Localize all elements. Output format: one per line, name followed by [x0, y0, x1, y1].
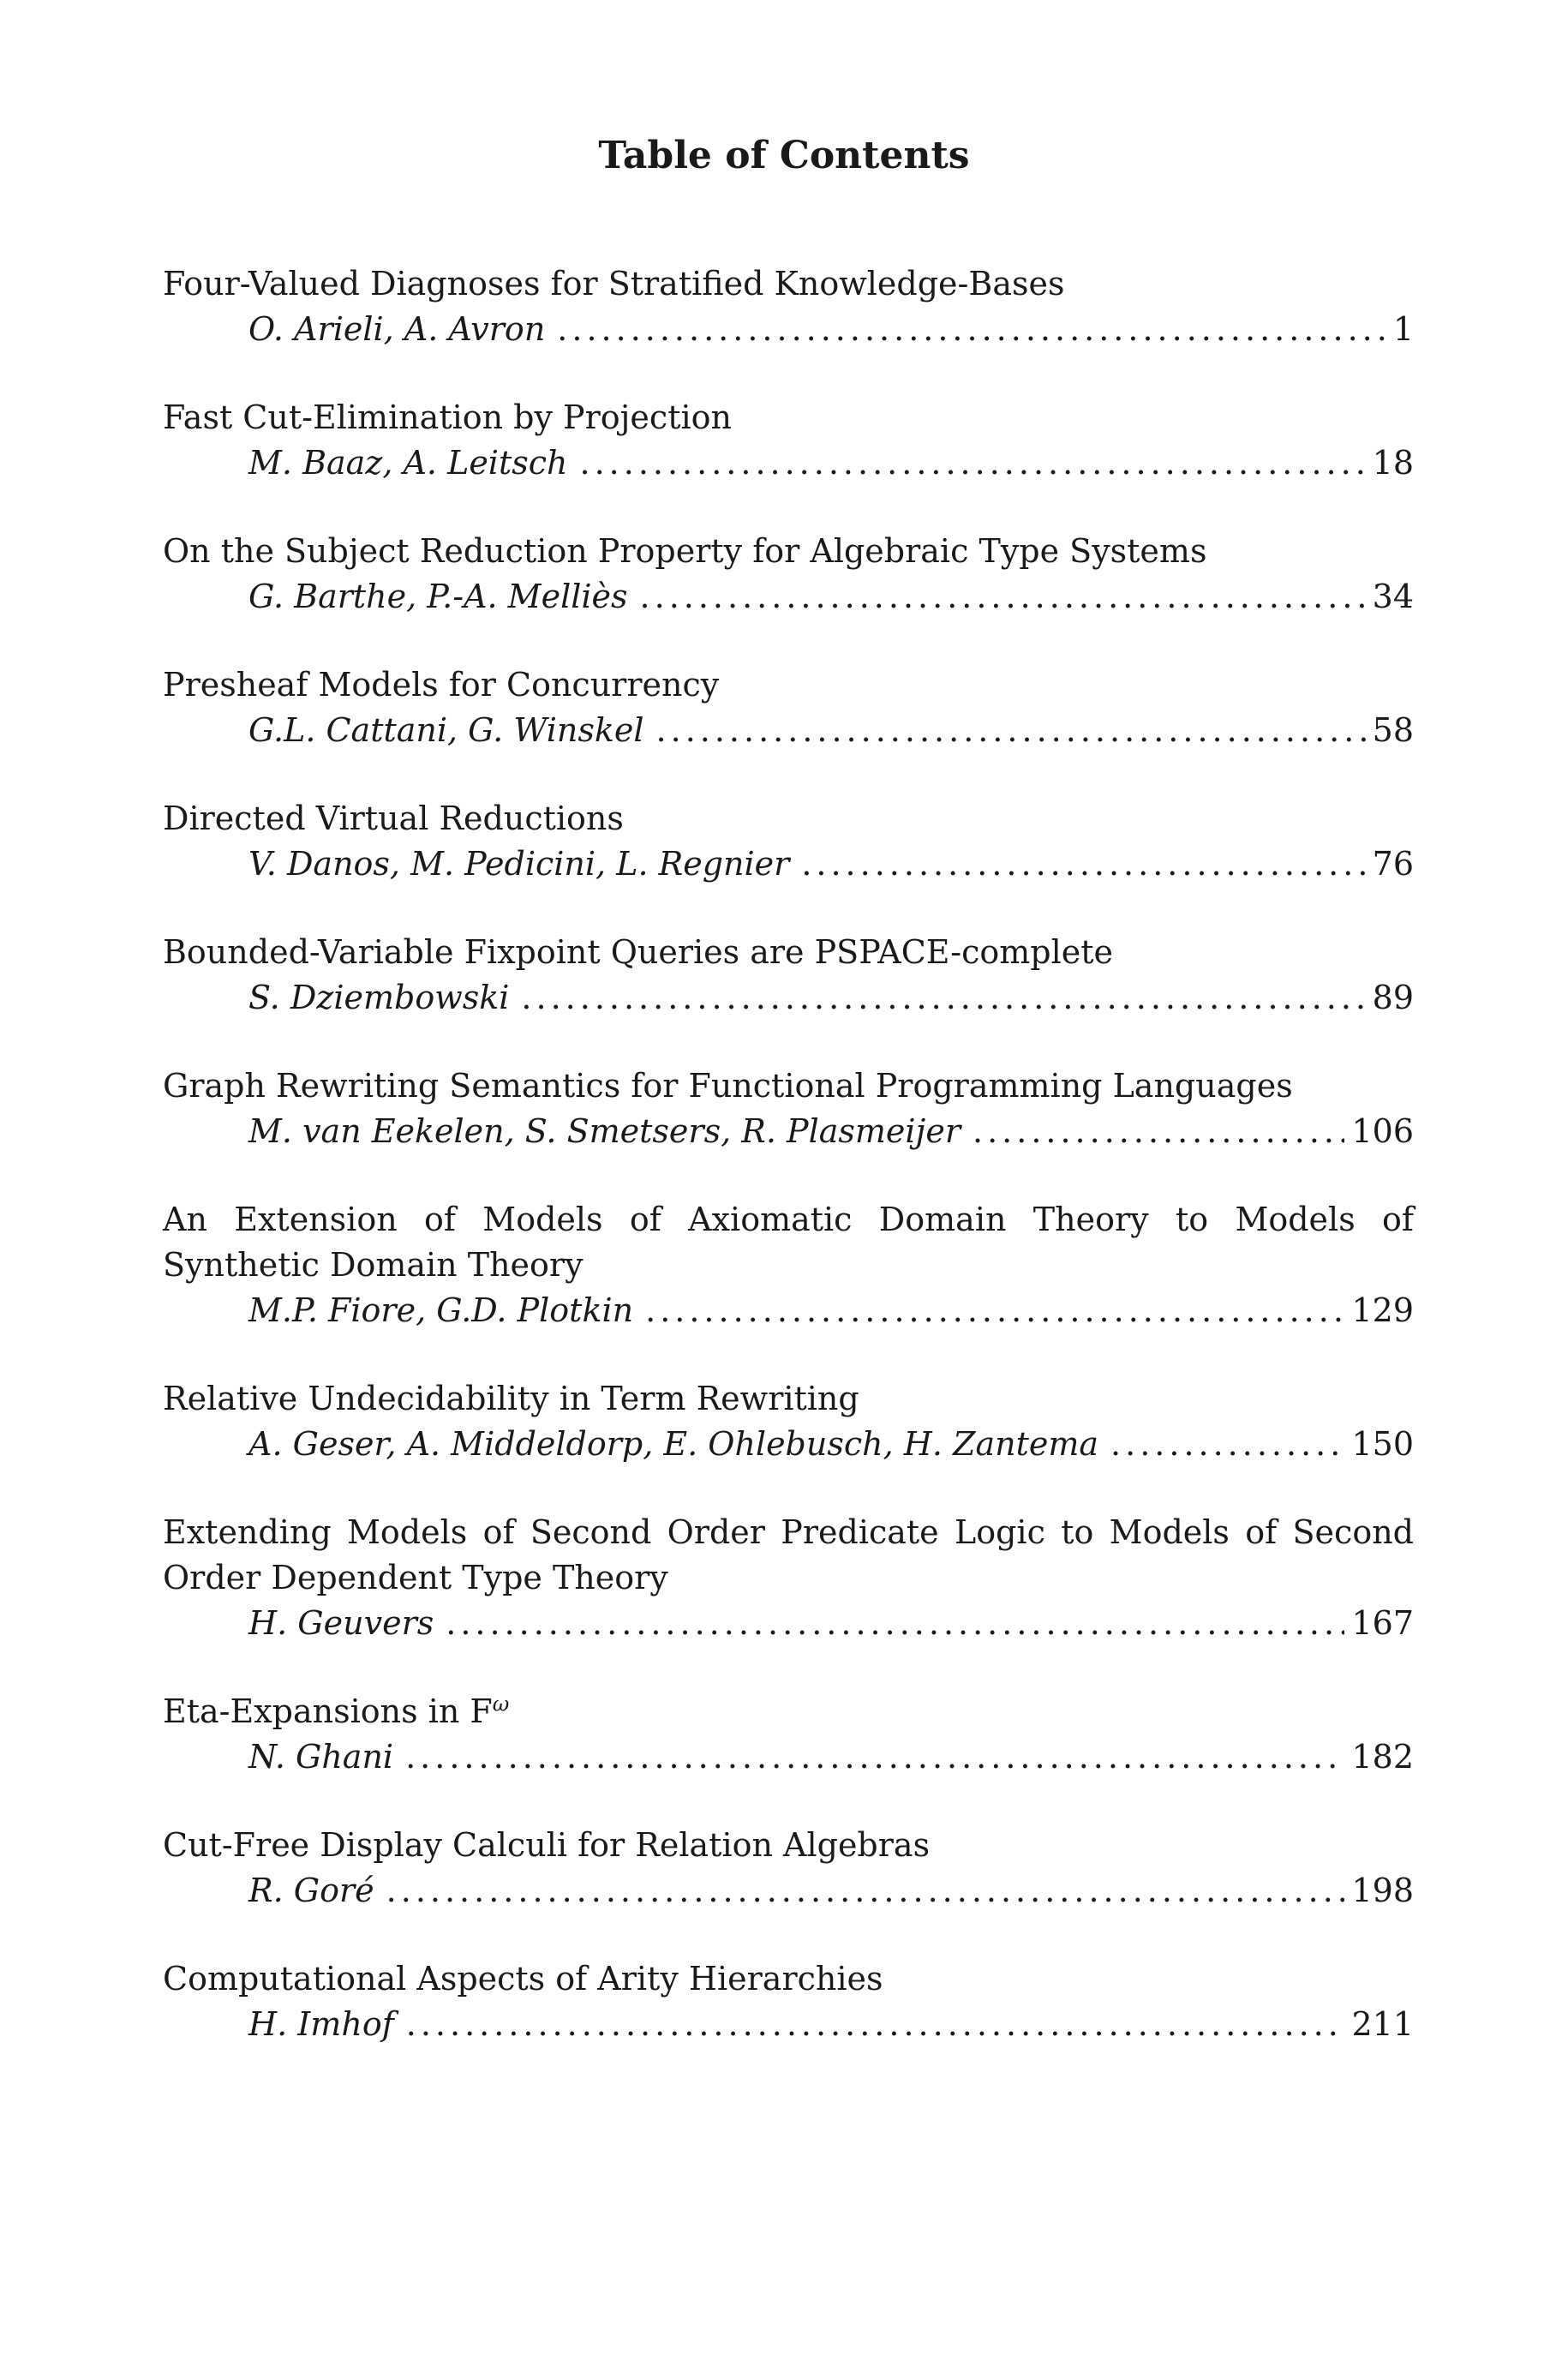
- entry-page-number: 198: [1351, 1872, 1414, 1909]
- entry-line: [163, 440, 1414, 486]
- entry-authors: R. Goré: [248, 1872, 374, 1909]
- entry-line: [163, 975, 1414, 1021]
- dot-leader: [973, 1109, 1344, 1154]
- entry-line: [163, 1109, 1414, 1154]
- entry-authors: M. Baaz, A. Leitsch: [248, 444, 568, 482]
- toc-entry[interactable]: [163, 1197, 1414, 1333]
- entry-title: Directed Virtual Reductions: [163, 800, 624, 837]
- toc-entry[interactable]: [163, 1510, 1414, 1646]
- entry-line: [163, 708, 1414, 753]
- entry-authors: M. van Eekelen, S. Smetsers, R. Plasmeijer: [248, 1112, 961, 1150]
- entry-page-number: 1: [1392, 310, 1414, 348]
- entry-page-number: 58: [1372, 711, 1414, 749]
- entry-title: Cut-Free Display Calculi for Relation Algebras: [163, 1826, 931, 1864]
- entry-line: [163, 307, 1414, 352]
- toc-entry[interactable]: [163, 1823, 1414, 1914]
- entry-line: [163, 1734, 1414, 1780]
- entry-page-number: 106: [1351, 1112, 1414, 1150]
- toc-entry[interactable]: [163, 1376, 1414, 1467]
- entry-line: [163, 1601, 1414, 1646]
- entry-authors: H. Geuvers: [248, 1604, 434, 1642]
- entry-page-number: 150: [1351, 1425, 1414, 1463]
- entry-authors: M.P. Fiore, G.D. Plotkin: [248, 1291, 634, 1329]
- entry-title: [163, 1689, 1414, 1734]
- entry-page-number: 211: [1351, 2005, 1414, 2043]
- entry-authors: H. Imhof: [248, 2005, 394, 2043]
- entry-page-number: 34: [1372, 578, 1414, 615]
- toc-entry[interactable]: [163, 662, 1414, 753]
- dot-leader: [405, 1734, 1344, 1780]
- entry-page-number: 167: [1351, 1604, 1414, 1642]
- entry-title: Four-Valued Diagnoses for Stratified Knowledge-Bases: [163, 265, 1065, 302]
- dot-leader: [557, 307, 1386, 352]
- entry-title: Computational Aspects of Arity Hierarchies: [163, 1960, 883, 1998]
- toc-list: [163, 261, 1414, 2090]
- toc-entry[interactable]: [163, 1956, 1414, 2047]
- dot-leader: [386, 1868, 1345, 1914]
- dot-leader: [801, 842, 1365, 887]
- entry-title: Bounded-Variable Fixpoint Queries are PSPACE-complete: [163, 933, 1114, 971]
- toc-entry[interactable]: [163, 1063, 1414, 1154]
- dot-leader: [406, 2002, 1345, 2047]
- entry-title: Extending Models of Second Order Predicate Logic to Models of Second Order Dependent Type Theory: [163, 1513, 1414, 1596]
- page-title: Table of Contents: [598, 134, 970, 177]
- dot-leader: [645, 1288, 1344, 1333]
- dot-leader: [446, 1601, 1344, 1646]
- dot-leader: [521, 975, 1365, 1021]
- entry-title: Fast Cut-Elimination by Projection: [163, 398, 732, 436]
- toc-entry[interactable]: [163, 1689, 1414, 1780]
- toc-entry[interactable]: [163, 529, 1414, 620]
- entry-title: Graph Rewriting Semantics for Functional Programming Languages: [163, 1067, 1293, 1105]
- entry-title: Relative Undecidability in Term Rewriting: [163, 1380, 859, 1417]
- entry-page-number: 182: [1351, 1738, 1414, 1776]
- entry-title-text: Eta-Expansions in F: [163, 1692, 493, 1730]
- dot-leader: [580, 440, 1366, 486]
- entry-line: [163, 1868, 1414, 1914]
- entry-authors: O. Arieli, A. Avron: [248, 310, 546, 348]
- entry-title-superscript: ω: [492, 1692, 510, 1716]
- entry-page-number: 18: [1372, 444, 1414, 482]
- entry-title: On the Subject Reduction Property for Algebraic Type Systems: [163, 532, 1207, 570]
- entry-line: [163, 842, 1414, 887]
- entry-line: [163, 1422, 1414, 1467]
- dot-leader: [640, 574, 1366, 620]
- entry-authors: N. Ghani: [248, 1738, 394, 1776]
- entry-page-number: 76: [1372, 845, 1414, 883]
- dot-leader: [656, 708, 1366, 753]
- entry-line: [163, 2002, 1414, 2047]
- dot-leader: [1110, 1422, 1344, 1467]
- entry-line: [163, 574, 1414, 620]
- entry-authors: S. Dziembowski: [248, 979, 510, 1016]
- entry-page-number: 129: [1351, 1291, 1414, 1329]
- toc-entry[interactable]: [163, 395, 1414, 486]
- entry-title: Presheaf Models for Concurrency: [163, 666, 720, 704]
- entry-authors: G. Barthe, P.-A. Melliès: [248, 578, 628, 615]
- entry-authors: A. Geser, A. Middeldorp, E. Ohlebusch, H. Zantema: [248, 1425, 1099, 1463]
- entry-authors: G.L. Cattani, G. Winskel: [248, 711, 644, 749]
- toc-entry[interactable]: [163, 261, 1414, 352]
- entry-authors: V. Danos, M. Pedicini, L. Regnier: [248, 845, 790, 883]
- toc-entry[interactable]: [163, 796, 1414, 887]
- entry-line: [163, 1288, 1414, 1333]
- entry-page-number: 89: [1372, 979, 1414, 1016]
- toc-entry[interactable]: [163, 930, 1414, 1021]
- entry-title: An Extension of Models of Axiomatic Domain Theory to Models of Synthetic Domain Theory: [163, 1201, 1414, 1284]
